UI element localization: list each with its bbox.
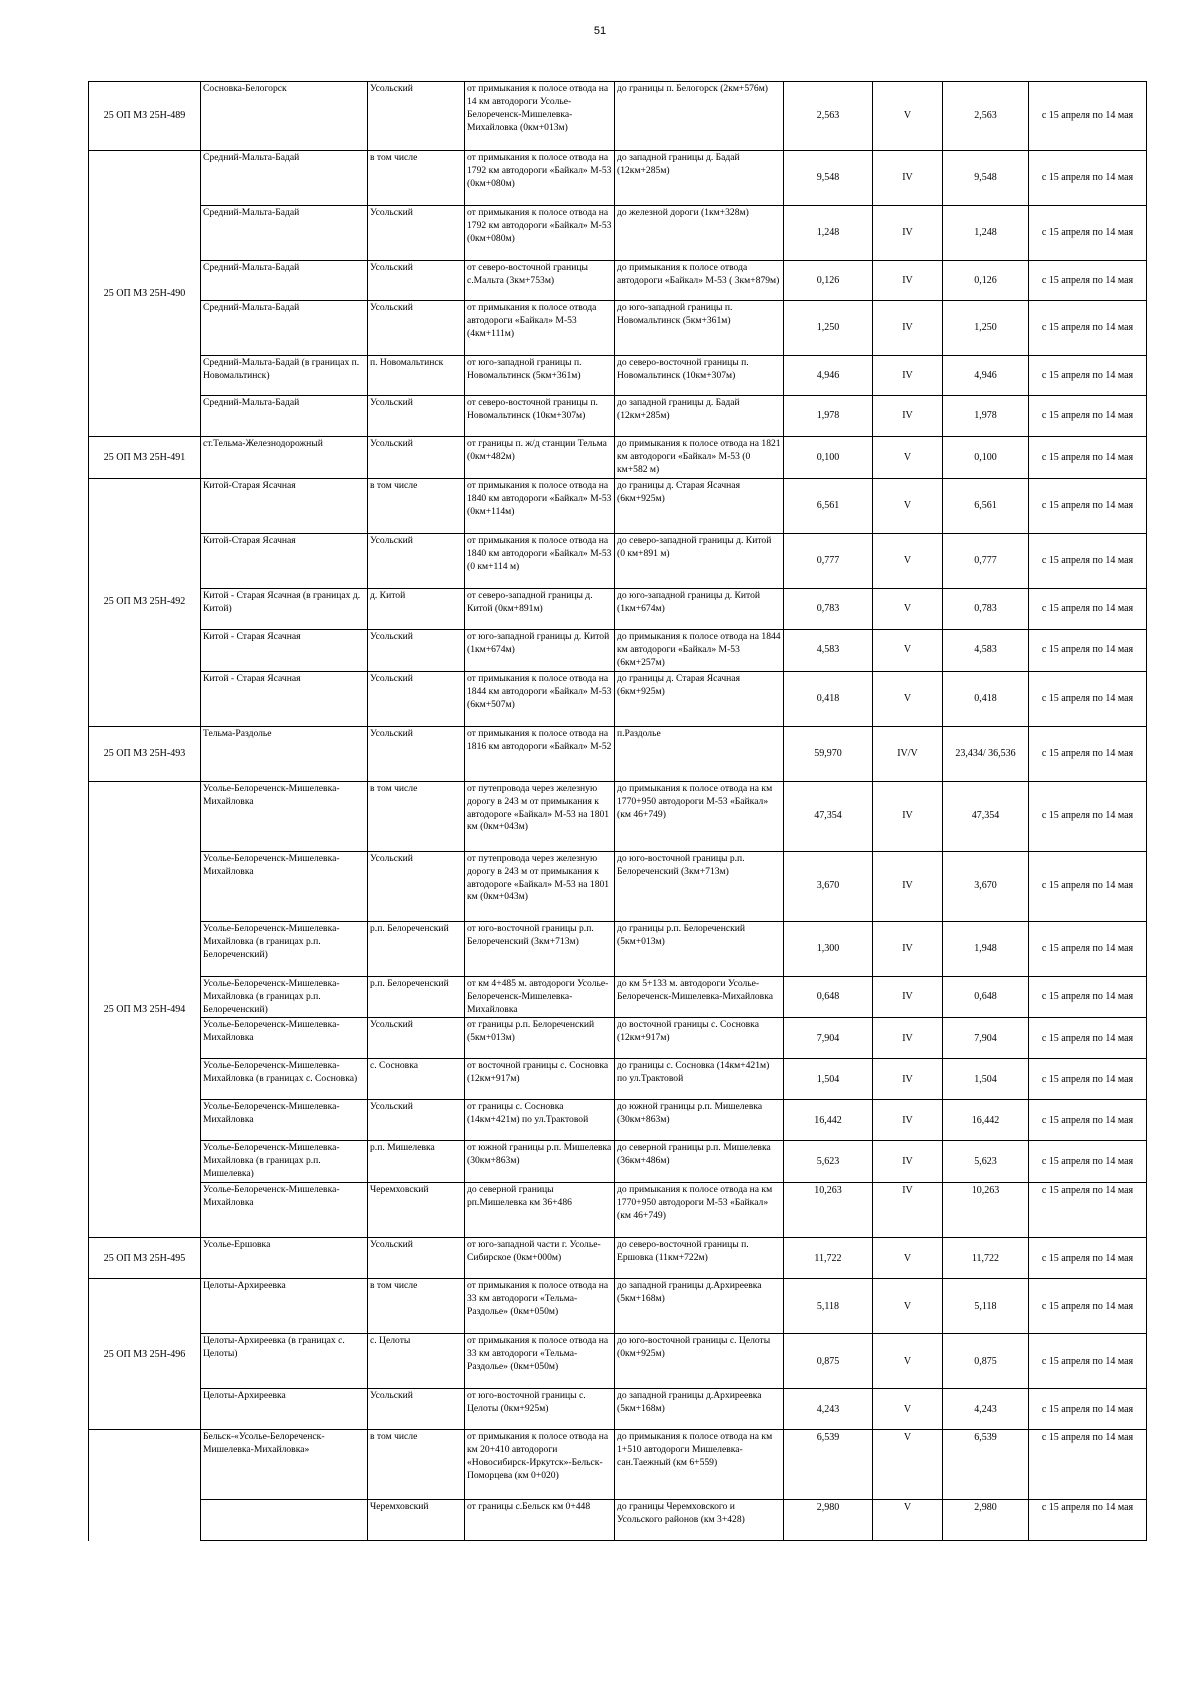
surface-length-cell: 1,978 xyxy=(943,396,1029,437)
category-cell: IV/V xyxy=(873,726,943,781)
category-cell: IV xyxy=(873,1183,943,1238)
table-row xyxy=(89,629,1147,671)
road-name-cell: Усолье-Белореченск-Мишелевка-Михайловка (в границах с. Сосновка) xyxy=(201,1059,368,1100)
start-point-cell: от примыкания к полосе отвода на 1844 км автодороги «Байкал» М-53 (6км+507м) xyxy=(465,671,615,726)
end-point-cell: до границы п. Белогорск (2км+576м) xyxy=(615,82,784,151)
district-cell: Усольский xyxy=(368,206,465,261)
length-cell: 5,118 xyxy=(784,1279,873,1334)
district-cell: с. Сосновка xyxy=(368,1059,465,1100)
surface-length-cell: 2,980 xyxy=(943,1500,1029,1541)
table-row xyxy=(89,151,1147,206)
district-cell: Усольский xyxy=(368,1389,465,1430)
table-row xyxy=(89,1430,1147,1500)
surface-length-cell: 47,354 xyxy=(943,781,1029,851)
start-point-cell: от северо-восточной границы с.Мальта (3км+753м) xyxy=(465,261,615,301)
restriction-period-cell: с 15 апреля по 14 мая xyxy=(1029,1334,1147,1389)
surface-length-cell: 0,418 xyxy=(943,671,1029,726)
restriction-period-cell: с 15 апреля по 14 мая xyxy=(1029,1018,1147,1059)
district-cell: Усольский xyxy=(368,301,465,356)
road-name-cell: Усолье-Белореченск-Мишелевка-Михайловка (в границах р.п. Мишелевка) xyxy=(201,1141,368,1183)
district-cell: в том числе xyxy=(368,1279,465,1334)
restriction-period-cell: с 15 апреля по 14 мая xyxy=(1029,671,1147,726)
length-cell: 16,442 xyxy=(784,1100,873,1141)
end-point-cell: до юго-восточной границы р.п. Белореченский (3км+713м) xyxy=(615,851,784,921)
length-cell: 4,583 xyxy=(784,629,873,671)
surface-length-cell: 2,563 xyxy=(943,82,1029,151)
end-point-cell: до юго-восточной границы с. Целоты (0км+925м) xyxy=(615,1334,784,1389)
category-cell: IV xyxy=(873,261,943,301)
start-point-cell: от примыкания к полосе отвода на 33 км автодороги «Тельма-Раздолье» (0км+050м) xyxy=(465,1334,615,1389)
table-row xyxy=(89,206,1147,261)
road-name-cell: Средний-Мальта-Бадай (в границах п. Новомальтинск) xyxy=(201,356,368,396)
restriction-period-cell: с 15 апреля по 14 мая xyxy=(1029,396,1147,437)
road-name-cell: Целоты-Архиреевка xyxy=(201,1389,368,1430)
district-cell: Усольский xyxy=(368,261,465,301)
table-row xyxy=(89,1141,1147,1183)
category-cell: IV xyxy=(873,851,943,921)
surface-length-cell: 6,539 xyxy=(943,1430,1029,1500)
start-point-cell: от примыкания к полосе отвода на 1840 км автодороги «Байкал» М-53 (0км+114м) xyxy=(465,478,615,533)
road-name-cell: ст.Тельма-Железнодорожный xyxy=(201,437,368,479)
road-code-cell: 25 ОП МЗ 25Н-491 xyxy=(89,437,201,479)
surface-length-cell: 1,248 xyxy=(943,206,1029,261)
restriction-period-cell: с 15 апреля по 14 мая xyxy=(1029,1430,1147,1500)
district-cell: Усольский xyxy=(368,437,465,479)
road-name-cell: Китой - Старая Ясачная xyxy=(201,671,368,726)
length-cell: 1,250 xyxy=(784,301,873,356)
district-cell: р.п. Мишелевка xyxy=(368,1141,465,1183)
category-cell: IV xyxy=(873,301,943,356)
restriction-period-cell: с 15 апреля по 14 мая xyxy=(1029,206,1147,261)
start-point-cell: от примыкания к полосе отвода на 1816 км автодороги «Байкал» М-52 xyxy=(465,726,615,781)
end-point-cell: до северо-западной границы д. Китой (0 км+891 м) xyxy=(615,533,784,588)
end-point-cell: до северо-восточной границы п. Ершовка (11км+722м) xyxy=(615,1238,784,1279)
category-cell: V xyxy=(873,1279,943,1334)
surface-length-cell: 5,118 xyxy=(943,1279,1029,1334)
end-point-cell: до западной границы д.Архиреевка (5км+168м) xyxy=(615,1389,784,1430)
category-cell: IV xyxy=(873,396,943,437)
restriction-period-cell: с 15 апреля по 14 мая xyxy=(1029,82,1147,151)
length-cell: 11,722 xyxy=(784,1238,873,1279)
table-row xyxy=(89,356,1147,396)
roads-table-body xyxy=(89,82,1147,1541)
surface-length-cell: 4,243 xyxy=(943,1389,1029,1430)
length-cell: 0,783 xyxy=(784,588,873,629)
category-cell: IV xyxy=(873,781,943,851)
start-point-cell: до северной границы рп.Мишелевка км 36+486 xyxy=(465,1183,615,1238)
surface-length-cell: 23,434/ 36,536 xyxy=(943,726,1029,781)
restriction-period-cell: с 15 апреля по 14 мая xyxy=(1029,726,1147,781)
district-cell: Усольский xyxy=(368,82,465,151)
table-row xyxy=(89,976,1147,1018)
district-cell: п. Новомальтинск xyxy=(368,356,465,396)
start-point-cell: от юго-восточной границы р.п. Белореченский (3км+713м) xyxy=(465,921,615,976)
length-cell: 6,561 xyxy=(784,478,873,533)
start-point-cell: от границы р.п. Белореченский (5км+013м) xyxy=(465,1018,615,1059)
roads-table xyxy=(88,81,1147,1541)
table-row xyxy=(89,301,1147,356)
road-name-cell: Усолье-Белореченск-Мишелевка-Михайловка xyxy=(201,1100,368,1141)
surface-length-cell: 11,722 xyxy=(943,1238,1029,1279)
table-row xyxy=(89,1183,1147,1238)
road-name-cell: Средний-Мальта-Бадай xyxy=(201,151,368,206)
restriction-period-cell: с 15 апреля по 14 мая xyxy=(1029,976,1147,1018)
category-cell: V xyxy=(873,82,943,151)
road-name-cell: Китой-Старая Ясачная xyxy=(201,533,368,588)
length-cell: 0,100 xyxy=(784,437,873,479)
category-cell: IV xyxy=(873,151,943,206)
category-cell: IV xyxy=(873,206,943,261)
road-name-cell: Усолье-Ершовка xyxy=(201,1238,368,1279)
road-code-cell xyxy=(89,1430,201,1541)
length-cell: 1,248 xyxy=(784,206,873,261)
length-cell: 0,777 xyxy=(784,533,873,588)
road-name-cell: Китой - Старая Ясачная (в границах д. Китой) xyxy=(201,588,368,629)
category-cell: V xyxy=(873,533,943,588)
table-row xyxy=(89,437,1147,479)
end-point-cell: до примыкания к полосе отвода на км 1+510 автодороги Мишелевка-сан.Таежный (км 6+559) xyxy=(615,1430,784,1500)
district-cell: Черемховский xyxy=(368,1183,465,1238)
road-code-cell: 25 ОП МЗ 25Н-490 xyxy=(89,151,201,437)
length-cell: 0,648 xyxy=(784,976,873,1018)
length-cell: 10,263 xyxy=(784,1183,873,1238)
surface-length-cell: 1,250 xyxy=(943,301,1029,356)
end-point-cell: до примыкания к полосе отвода на км 1770+950 автодороги М-53 «Байкал» (км 46+749) xyxy=(615,1183,784,1238)
road-name-cell: Тельма-Раздолье xyxy=(201,726,368,781)
start-point-cell: от северо-западной границы д. Китой (0км+891м) xyxy=(465,588,615,629)
district-cell: Усольский xyxy=(368,671,465,726)
category-cell: IV xyxy=(873,1141,943,1183)
start-point-cell: от примыкания к полосе отвода на 1840 км автодороги «Байкал» М-53 (0 км+114 м) xyxy=(465,533,615,588)
district-cell: р.п. Белореченский xyxy=(368,921,465,976)
road-name-cell: Китой - Старая Ясачная xyxy=(201,629,368,671)
road-code-cell: 25 ОП МЗ 25Н-489 xyxy=(89,82,201,151)
end-point-cell: п.Раздолье xyxy=(615,726,784,781)
table-row xyxy=(89,1389,1147,1430)
surface-length-cell: 0,100 xyxy=(943,437,1029,479)
district-cell: Усольский xyxy=(368,629,465,671)
end-point-cell: до восточной границы с. Сосновка (12км+917м) xyxy=(615,1018,784,1059)
surface-length-cell: 0,648 xyxy=(943,976,1029,1018)
district-cell: с. Целоты xyxy=(368,1334,465,1389)
end-point-cell: до западной границы д. Бадай (12км+285м) xyxy=(615,151,784,206)
district-cell: Усольский xyxy=(368,533,465,588)
road-name-cell: Усолье-Белореченск-Мишелевка-Михайловка xyxy=(201,781,368,851)
table-row xyxy=(89,261,1147,301)
restriction-period-cell: с 15 апреля по 14 мая xyxy=(1029,437,1147,479)
district-cell: в том числе xyxy=(368,478,465,533)
surface-length-cell: 0,875 xyxy=(943,1334,1029,1389)
category-cell: V xyxy=(873,671,943,726)
district-cell: в том числе xyxy=(368,151,465,206)
category-cell: V xyxy=(873,1238,943,1279)
road-name-cell: Усолье-Белореченск-Мишелевка-Михайловка xyxy=(201,851,368,921)
start-point-cell: от границы п. ж/д станции Тельма (0км+482м) xyxy=(465,437,615,479)
end-point-cell: до границы Черемховского и Усольского районов (км 3+428) xyxy=(615,1500,784,1541)
start-point-cell: от границы с.Бельск км 0+448 xyxy=(465,1500,615,1541)
road-name-cell: Сосновка-Белогорск xyxy=(201,82,368,151)
table-row xyxy=(89,533,1147,588)
table-row xyxy=(89,726,1147,781)
road-name-cell: Усолье-Белореченск-Мишелевка-Михайловка (в границах р.п. Белореченский) xyxy=(201,976,368,1018)
district-cell: Усольский xyxy=(368,851,465,921)
surface-length-cell: 6,561 xyxy=(943,478,1029,533)
end-point-cell: до примыкания к полосе отвода автодороги «Байкал» М-53 ( 3км+879м) xyxy=(615,261,784,301)
road-name-cell: Средний-Мальта-Бадай xyxy=(201,301,368,356)
category-cell: IV xyxy=(873,976,943,1018)
road-name-cell: Средний-Мальта-Бадай xyxy=(201,261,368,301)
category-cell: IV xyxy=(873,1100,943,1141)
end-point-cell: до границы д. Старая Ясачная (6км+925м) xyxy=(615,478,784,533)
road-code-cell: 25 ОП МЗ 25Н-494 xyxy=(89,781,201,1238)
restriction-period-cell: с 15 апреля по 14 мая xyxy=(1029,1238,1147,1279)
category-cell: IV xyxy=(873,921,943,976)
restriction-period-cell: с 15 апреля по 14 мая xyxy=(1029,478,1147,533)
category-cell: V xyxy=(873,1430,943,1500)
table-row xyxy=(89,1279,1147,1334)
category-cell: V xyxy=(873,1500,943,1541)
restriction-period-cell: с 15 апреля по 14 мая xyxy=(1029,1141,1147,1183)
table-row xyxy=(89,478,1147,533)
table-row xyxy=(89,671,1147,726)
start-point-cell: от юго-западной границы д. Китой (1км+674м) xyxy=(465,629,615,671)
table-row xyxy=(89,588,1147,629)
start-point-cell: от примыкания к полосе отвода на 33 км автодороги «Тельма-Раздолье» (0км+050м) xyxy=(465,1279,615,1334)
end-point-cell: до границы д. Старая Ясачная (6км+925м) xyxy=(615,671,784,726)
table-row xyxy=(89,921,1147,976)
length-cell: 4,243 xyxy=(784,1389,873,1430)
restriction-period-cell: с 15 апреля по 14 мая xyxy=(1029,851,1147,921)
district-cell: Усольский xyxy=(368,396,465,437)
length-cell: 2,980 xyxy=(784,1500,873,1541)
surface-length-cell: 0,777 xyxy=(943,533,1029,588)
start-point-cell: от путепровода через железную дорогу в 243 м от примыкания к автодороге «Байкал» М-53 на 1801 км (0км+043м) xyxy=(465,781,615,851)
surface-length-cell: 5,623 xyxy=(943,1141,1029,1183)
surface-length-cell: 0,126 xyxy=(943,261,1029,301)
restriction-period-cell: с 15 апреля по 14 мая xyxy=(1029,921,1147,976)
length-cell: 0,126 xyxy=(784,261,873,301)
end-point-cell: до западной границы д.Архиреевка (5км+168м) xyxy=(615,1279,784,1334)
road-code-cell: 25 ОП МЗ 25Н-493 xyxy=(89,726,201,781)
restriction-period-cell: с 15 апреля по 14 мая xyxy=(1029,301,1147,356)
length-cell: 6,539 xyxy=(784,1430,873,1500)
district-cell: Усольский xyxy=(368,726,465,781)
category-cell: IV xyxy=(873,1059,943,1100)
length-cell: 59,970 xyxy=(784,726,873,781)
category-cell: V xyxy=(873,629,943,671)
restriction-period-cell: с 15 апреля по 14 мая xyxy=(1029,533,1147,588)
surface-length-cell: 1,504 xyxy=(943,1059,1029,1100)
road-name-cell: Средний-Мальта-Бадай xyxy=(201,206,368,261)
length-cell: 1,300 xyxy=(784,921,873,976)
restriction-period-cell: с 15 апреля по 14 мая xyxy=(1029,1183,1147,1238)
restriction-period-cell: с 15 апреля по 14 мая xyxy=(1029,1100,1147,1141)
restriction-period-cell: с 15 апреля по 14 мая xyxy=(1029,1500,1147,1541)
category-cell: IV xyxy=(873,1018,943,1059)
district-cell: р.п. Белореченский xyxy=(368,976,465,1018)
surface-length-cell: 0,783 xyxy=(943,588,1029,629)
restriction-period-cell: с 15 апреля по 14 мая xyxy=(1029,261,1147,301)
road-name-cell: Целоты-Архиреевка (в границах с. Целоты) xyxy=(201,1334,368,1389)
end-point-cell: до железной дороги (1км+328м) xyxy=(615,206,784,261)
road-name-cell: Целоты-Архиреевка xyxy=(201,1279,368,1334)
start-point-cell: от примыкания к полосе отвода на 14 км автодороги Усолье-Белореченск-Мишелевка-Михайловка (0км+013м) xyxy=(465,82,615,151)
end-point-cell: до северо-восточной границы п. Новомальтинск (10км+307м) xyxy=(615,356,784,396)
start-point-cell: от восточной границы с. Сосновка (12км+917м) xyxy=(465,1059,615,1100)
start-point-cell: от юго-западной границы п. Новомальтинск (5км+361м) xyxy=(465,356,615,396)
restriction-period-cell: с 15 апреля по 14 мая xyxy=(1029,151,1147,206)
length-cell: 7,904 xyxy=(784,1018,873,1059)
restriction-period-cell: с 15 апреля по 14 мая xyxy=(1029,781,1147,851)
road-code-cell: 25 ОП МЗ 25Н-496 xyxy=(89,1279,201,1430)
surface-length-cell: 16,442 xyxy=(943,1100,1029,1141)
length-cell: 0,418 xyxy=(784,671,873,726)
start-point-cell: от южной границы р.п. Мишелевка (30км+863м) xyxy=(465,1141,615,1183)
end-point-cell: до юго-западной границы д. Китой (1км+674м) xyxy=(615,588,784,629)
start-point-cell: от км 4+485 м. автодороги Усолье-Белореченск-Мишелевка-Михайловка xyxy=(465,976,615,1018)
start-point-cell: от примыкания к полосе отвода на км 20+410 автодороги «Новосибирск-Иркутск»-Бельск-Поморцева (км 0+020) xyxy=(465,1430,615,1500)
road-name-cell: Китой-Старая Ясачная xyxy=(201,478,368,533)
surface-length-cell: 9,548 xyxy=(943,151,1029,206)
end-point-cell: до северной границы р.п. Мишелевка (36км+486м) xyxy=(615,1141,784,1183)
restriction-period-cell: с 15 апреля по 14 мая xyxy=(1029,588,1147,629)
road-code-cell: 25 ОП МЗ 25Н-492 xyxy=(89,478,201,726)
length-cell: 0,875 xyxy=(784,1334,873,1389)
start-point-cell: от юго-западной части г. Усолье-Сибирское (0км+000м) xyxy=(465,1238,615,1279)
district-cell: Усольский xyxy=(368,1018,465,1059)
end-point-cell: до границы р.п. Белореченский (5км+013м) xyxy=(615,921,784,976)
surface-length-cell: 7,904 xyxy=(943,1018,1029,1059)
district-cell: д. Китой xyxy=(368,588,465,629)
end-point-cell: до примыкания к полосе отвода на 1821 км автодороги «Байкал» М-53 (0 км+582 м) xyxy=(615,437,784,479)
end-point-cell: до примыкания к полосе отвода на 1844 км автодороги «Байкал» М-53 (6км+257м) xyxy=(615,629,784,671)
restriction-period-cell: с 15 апреля по 14 мая xyxy=(1029,356,1147,396)
district-cell: Усольский xyxy=(368,1238,465,1279)
table-row xyxy=(89,396,1147,437)
length-cell: 9,548 xyxy=(784,151,873,206)
end-point-cell: до южной границы р.п. Мишелевка (30км+863м) xyxy=(615,1100,784,1141)
start-point-cell: от примыкания к полосе отвода на 1792 км автодороги «Байкал» М-53 (0км+080м) xyxy=(465,151,615,206)
start-point-cell: от северо-восточной границы п. Новомальтинск (10км+307м) xyxy=(465,396,615,437)
length-cell: 2,563 xyxy=(784,82,873,151)
table-row xyxy=(89,82,1147,151)
road-name-cell: Бельск-«Усолье-Белореченск-Мишелевка-Михайловка» xyxy=(201,1430,368,1500)
surface-length-cell: 1,948 xyxy=(943,921,1029,976)
restriction-period-cell: с 15 апреля по 14 мая xyxy=(1029,629,1147,671)
category-cell: V xyxy=(873,478,943,533)
restriction-period-cell: с 15 апреля по 14 мая xyxy=(1029,1389,1147,1430)
end-point-cell: до юго-западной границы п. Новомальтинск (5км+361м) xyxy=(615,301,784,356)
restriction-period-cell: с 15 апреля по 14 мая xyxy=(1029,1059,1147,1100)
length-cell: 3,670 xyxy=(784,851,873,921)
category-cell: IV xyxy=(873,356,943,396)
table-row xyxy=(89,1238,1147,1279)
length-cell: 5,623 xyxy=(784,1141,873,1183)
table-row xyxy=(89,1334,1147,1389)
table-row xyxy=(89,851,1147,921)
surface-length-cell: 4,583 xyxy=(943,629,1029,671)
start-point-cell: от примыкания к полосе отвода на 1792 км автодороги «Байкал» М-53 (0км+080м) xyxy=(465,206,615,261)
table-row xyxy=(89,1100,1147,1141)
surface-length-cell: 3,670 xyxy=(943,851,1029,921)
district-cell: Усольский xyxy=(368,1100,465,1141)
category-cell: V xyxy=(873,588,943,629)
start-point-cell: от примыкания к полосе отвода автодороги «Байкал» М-53 (4км+111м) xyxy=(465,301,615,356)
length-cell: 4,946 xyxy=(784,356,873,396)
category-cell: V xyxy=(873,437,943,479)
table-row xyxy=(89,1059,1147,1100)
restriction-period-cell: с 15 апреля по 14 мая xyxy=(1029,1279,1147,1334)
category-cell: V xyxy=(873,1334,943,1389)
end-point-cell: до км 5+133 м. автодороги Усолье-Белореченск-Мишелевка-Михайловка xyxy=(615,976,784,1018)
road-name-cell: Средний-Мальта-Бадай xyxy=(201,396,368,437)
surface-length-cell: 10,263 xyxy=(943,1183,1029,1238)
district-cell: в том числе xyxy=(368,1430,465,1500)
length-cell: 47,354 xyxy=(784,781,873,851)
start-point-cell: от юго-восточной границы с. Целоты (0км+925м) xyxy=(465,1389,615,1430)
category-cell: V xyxy=(873,1389,943,1430)
surface-length-cell: 4,946 xyxy=(943,356,1029,396)
table-row xyxy=(89,1018,1147,1059)
table-row xyxy=(89,1500,1147,1541)
length-cell: 1,978 xyxy=(784,396,873,437)
road-name-cell: Усолье-Белореченск-Мишелевка-Михайловка xyxy=(201,1183,368,1238)
start-point-cell: от путепровода через железную дорогу в 243 м от примыкания к автодороге «Байкал» М-53 на 1801 км (0км+043м) xyxy=(465,851,615,921)
district-cell: в том числе xyxy=(368,781,465,851)
road-code-cell: 25 ОП МЗ 25Н-495 xyxy=(89,1238,201,1279)
end-point-cell: до границы с. Сосновка (14км+421м) по ул.Трактовой xyxy=(615,1059,784,1100)
table-row xyxy=(89,781,1147,851)
road-name-cell: Усолье-Белореченск-Мишелевка-Михайловка (в границах р.п. Белореченский) xyxy=(201,921,368,976)
end-point-cell: до примыкания к полосе отвода на км 1770+950 автодороги М-53 «Байкал» (км 46+749) xyxy=(615,781,784,851)
district-cell: Черемховский xyxy=(368,1500,465,1541)
length-cell: 1,504 xyxy=(784,1059,873,1100)
road-name-cell xyxy=(201,1500,368,1541)
road-name-cell: Усолье-Белореченск-Мишелевка-Михайловка xyxy=(201,1018,368,1059)
start-point-cell: от границы с. Сосновка (14км+421м) по ул.Трактовой xyxy=(465,1100,615,1141)
end-point-cell: до западной границы д. Бадай (12км+285м) xyxy=(615,396,784,437)
page-number: 51 xyxy=(593,25,607,37)
